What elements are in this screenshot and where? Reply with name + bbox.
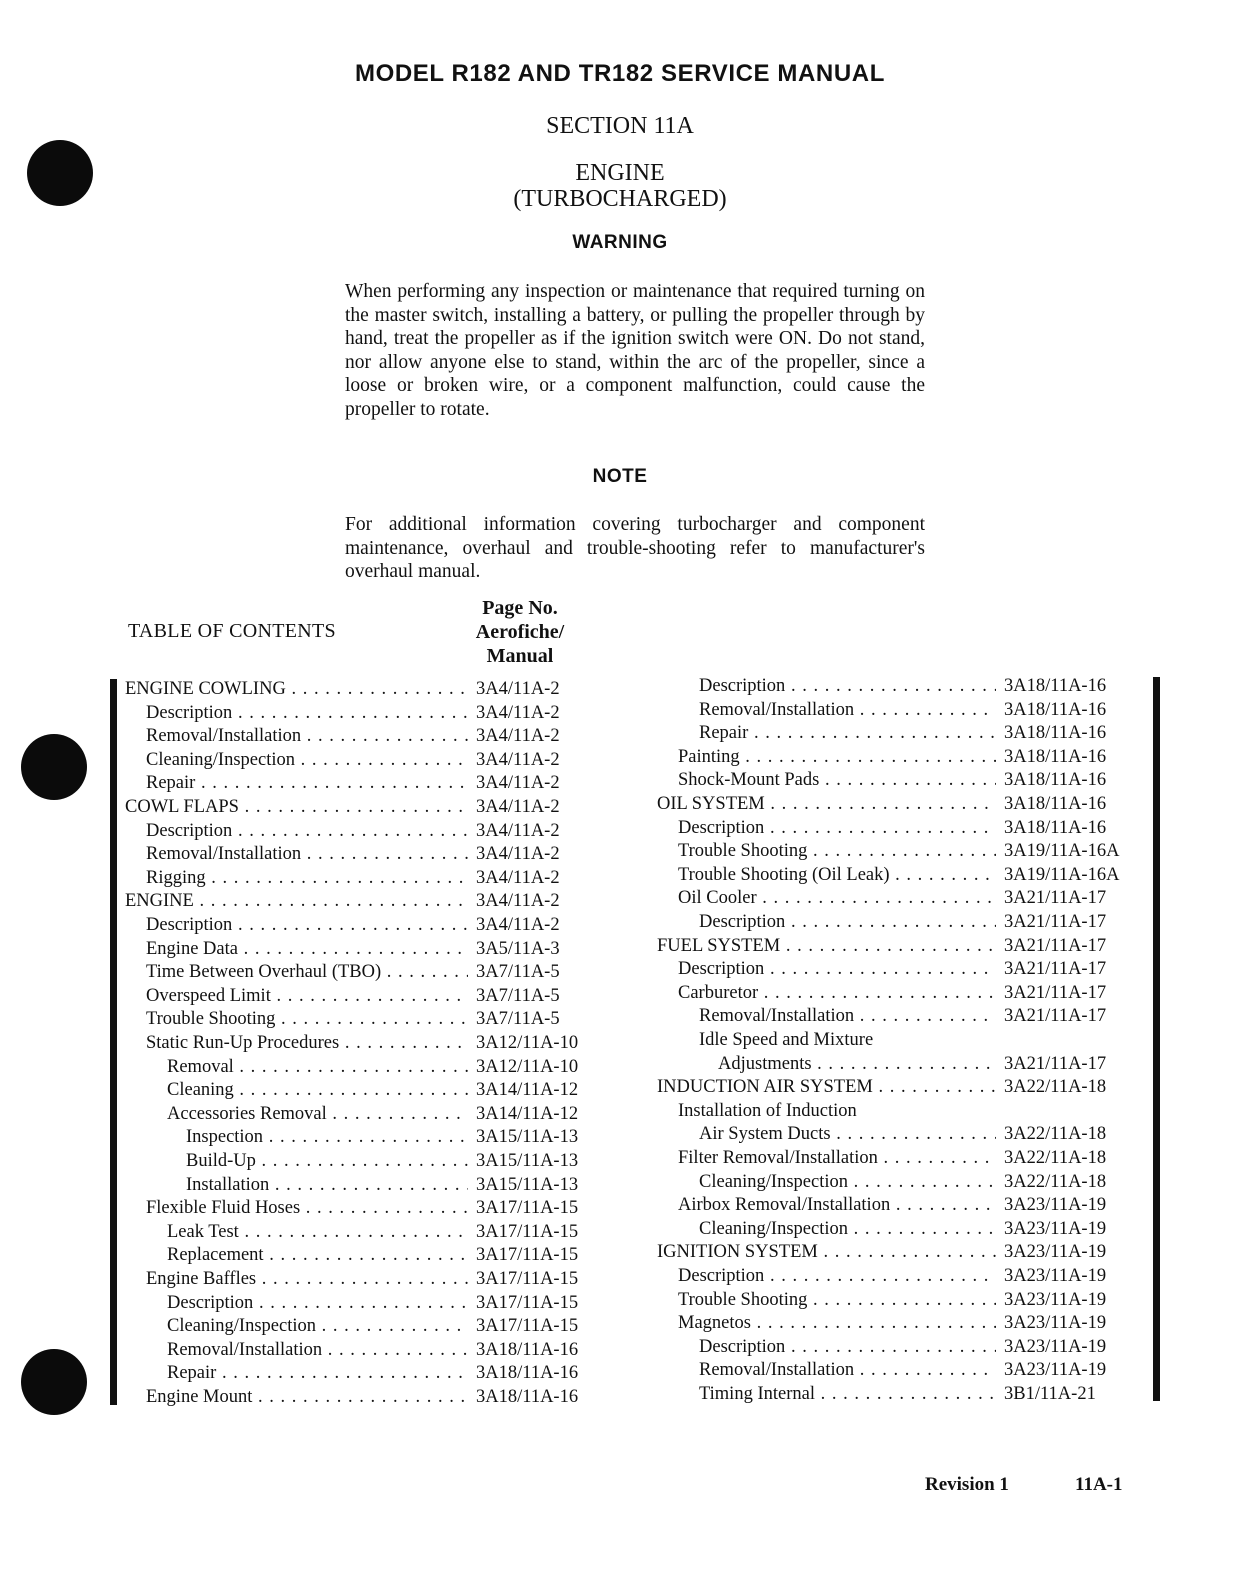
toc-entry-label: Air System Ducts . . . [699, 1122, 996, 1146]
toc-entry-page: 3A22/11A-18 [1004, 1124, 1107, 1145]
toc-entry-label: Removal/Installation . . . [146, 842, 468, 866]
toc-entry-label: Leak Test . . . [167, 1220, 468, 1244]
toc-entry-page: 3A12/11A-10 [476, 1033, 579, 1053]
toc-entry-label: Description . . . [678, 1264, 996, 1288]
toc-entry-page: 3A4/11A-2 [476, 773, 560, 794]
toc-entry [657, 863, 1157, 887]
toc-entry-label: Accessories Removal . . . [167, 1102, 468, 1126]
toc-right-column [657, 674, 1157, 1402]
toc-entry [657, 1122, 1157, 1146]
toc-entry [125, 1007, 625, 1031]
toc-entry [125, 701, 625, 725]
toc-entry [125, 1220, 625, 1244]
toc-entry-page: 3A7/11A-5 [476, 962, 560, 983]
toc-entry-label: Timing Internal . . . [699, 1382, 996, 1406]
chapter-title-line2: (TURBOCHARGED) [513, 186, 727, 212]
toc-entry [657, 910, 1157, 934]
toc-entry [657, 886, 1157, 910]
section-title: SECTION 11A [546, 113, 694, 139]
toc-entry-page: 3A21/11A-17 [1004, 912, 1107, 932]
toc-entry [125, 889, 625, 913]
toc-entry-label: Engine Data . . . [146, 937, 468, 961]
toc-entry [125, 1173, 625, 1197]
toc-entry [125, 984, 625, 1008]
toc-entry-label: Idle Speed and Mixture [699, 1030, 874, 1050]
toc-entry-page: 3A18/11A-16 [1004, 746, 1107, 767]
punch-hole-middle [21, 734, 87, 800]
toc-entry-page: 3A18/11A-16 [476, 1387, 579, 1407]
toc-entry-label: Static Run-Up Procedures . . . [146, 1031, 468, 1055]
toc-entry-label: Repair . . . [699, 721, 996, 745]
toc-entry [657, 674, 1157, 698]
toc-entry [657, 816, 1157, 840]
toc-entry-page: 3A17/11A-15 [476, 1316, 579, 1337]
toc-entry-page: 3A21/11A-17 [1004, 1053, 1107, 1074]
toc-page-column-header [440, 596, 600, 668]
toc-entry [657, 957, 1157, 981]
toc-entry-page: 3A7/11A-5 [476, 985, 560, 1006]
toc-entry [657, 1099, 1157, 1123]
toc-entry [657, 698, 1157, 722]
toc-entry-page: 3A22/11A-18 [1004, 1148, 1107, 1168]
toc-entry [125, 1196, 625, 1220]
toc-entry-label: COWL FLAPS . . . [125, 795, 468, 819]
toc-entry-label: Trouble Shooting . . . [678, 1288, 996, 1312]
toc-entry-page: 3A4/11A-2 [476, 915, 560, 935]
toc-entry-page: 3A18/11A-16 [476, 1339, 579, 1360]
toc-entry [657, 1052, 1157, 1076]
toc-entry-label: Engine Baffles . . . [146, 1267, 468, 1291]
toc-entry-page: 3A17/11A-15 [476, 1269, 579, 1289]
toc-entry-page: 3A14/11A-12 [476, 1080, 579, 1101]
toc-entry-label: Description . . . [678, 816, 996, 840]
toc-entry-page: 3A22/11A-18 [1004, 1077, 1107, 1098]
toc-entry [125, 1078, 625, 1102]
toc-entry-page: 3A4/11A-2 [476, 844, 560, 865]
toc-entry-label: Cleaning . . . [167, 1078, 468, 1102]
toc-entry-label: Filter Removal/Installation . . . [678, 1146, 996, 1170]
toc-page-column-line3: Manual [486, 645, 554, 667]
toc-entry-page: 3A23/11A-19 [1004, 1289, 1107, 1310]
toc-entry [125, 795, 625, 819]
toc-entry-page: 3A23/11A-19 [1004, 1242, 1107, 1263]
toc-entry [125, 1102, 625, 1126]
toc-entry-page: 3A4/11A-2 [476, 702, 560, 723]
toc-entry-page: 3A18/11A-16 [1004, 770, 1107, 791]
toc-entry [657, 745, 1157, 769]
toc-title: TABLE OF CONTENTS [128, 620, 336, 642]
toc-entry [125, 819, 625, 843]
toc-entry [657, 839, 1157, 863]
toc-entry-page: 3A18/11A-16 [1004, 699, 1107, 720]
toc-entry [657, 1193, 1157, 1217]
toc-entry-page: 3A23/11A-19 [1004, 1266, 1107, 1286]
toc-entry [657, 1170, 1157, 1194]
toc-entry-page: 3A19/11A-16A [1004, 864, 1120, 885]
toc-entry-label: IGNITION SYSTEM . . . [657, 1240, 996, 1264]
toc-entry-page: 3A21/11A-17 [1004, 888, 1107, 909]
toc-left-column [125, 677, 625, 1405]
toc-entry-label: Description . . . [699, 1335, 996, 1359]
toc-entry-page: 3A23/11A-19 [1004, 1313, 1107, 1334]
toc-entry-label: Removal/Installation . . . [167, 1338, 468, 1362]
toc-entry-page: 3A17/11A-15 [476, 1198, 579, 1219]
toc-entry-label: Description . . . [699, 910, 996, 934]
toc-entry-label: Shock-Mount Pads . . . [678, 768, 996, 792]
toc-entry-label: Airbox Removal/Installation . . . [678, 1193, 996, 1217]
toc-entry-label: Installation of Induction [678, 1100, 857, 1121]
toc-entry-page: 3A15/11A-13 [476, 1151, 579, 1171]
toc-entry-label: Description . . . [678, 957, 996, 981]
toc-entry-page: 3A17/11A-15 [476, 1245, 579, 1266]
toc-entry-label: Cleaning/Inspection . . . [699, 1170, 996, 1194]
toc-entry-label: Replacement . . . [167, 1243, 468, 1267]
punch-hole-bottom [21, 1349, 87, 1415]
toc-entry [657, 1217, 1157, 1241]
toc-entry-label: Rigging . . . [146, 866, 468, 890]
toc-entry-page: 3A4/11A-2 [476, 797, 560, 817]
toc-entry [657, 1264, 1157, 1288]
toc-entry-page: 3A18/11A-16 [476, 1363, 579, 1384]
toc-entry-label: Build-Up . . . [186, 1149, 468, 1173]
toc-entry-label: OIL SYSTEM . . . [657, 792, 996, 816]
toc-entry [657, 768, 1157, 792]
toc-entry [125, 677, 625, 701]
toc-entry [125, 1361, 625, 1385]
toc-entry-page: 3A17/11A-15 [476, 1221, 579, 1242]
toc-entry [125, 937, 625, 961]
toc-entry-label: Description . . . [167, 1291, 468, 1315]
toc-entry [125, 1149, 625, 1173]
toc-entry-label: ENGINE COWLING . . . [125, 677, 468, 701]
toc-entry [657, 981, 1157, 1005]
chapter-title [0, 160, 1240, 212]
toc-entry-label: FUEL SYSTEM . . . [657, 934, 996, 958]
toc-entry-page: 3A18/11A-16 [1004, 723, 1107, 744]
toc-entry [657, 1311, 1157, 1335]
footer-revision: Revision 1 [925, 1474, 1009, 1495]
toc-entry-page: 3A22/11A-18 [1004, 1171, 1107, 1192]
toc-entry [657, 792, 1157, 816]
toc-entry-page: 3A5/11A-3 [476, 938, 560, 959]
toc-entry [125, 1338, 625, 1362]
toc-entry-label: ENGINE . . . [125, 889, 468, 913]
toc-entry [125, 1267, 625, 1291]
toc-entry-page: 3A4/11A-2 [476, 867, 560, 888]
toc-entry [125, 1385, 625, 1409]
toc-entry-page: 3A17/11A-15 [476, 1292, 579, 1313]
toc-entry [657, 1028, 1157, 1052]
toc-entry-page: 3A21/11A-17 [1004, 1006, 1107, 1027]
toc-entry-label: Overspeed Limit . . . [146, 984, 468, 1008]
warning-text: When performing any inspection or maintenance that required turning on the master switch, installing a battery, or pulling the propeller through by hand, treat the propeller as if the ignition switch were ON. Do not stand, nor allow anyone else to stand, within the arc of the propeller, since a loose or broken wire, or a component malfunction, could cause the propeller to rotate. [345, 281, 925, 420]
toc-entry-page: 3A18/11A-16 [1004, 817, 1107, 838]
toc-entry [125, 866, 625, 890]
note-text: For additional information covering turbocharger and component maintenance, overhaul and trouble-shooting refer to manufacturer's overhaul manual. [345, 514, 925, 582]
toc-entry-page: 3A4/11A-2 [476, 726, 560, 747]
toc-entry-label: Oil Cooler . . . [678, 886, 996, 910]
toc-entry-page: 3A19/11A-16A [1004, 841, 1120, 862]
toc-entry [657, 1075, 1157, 1099]
toc-entry-label: Description . . . [146, 819, 468, 843]
toc-entry-page: 3A21/11A-17 [1004, 959, 1107, 980]
toc-entry-page: 3A21/11A-17 [1004, 982, 1107, 1003]
toc-entry-label: Description . . . [699, 674, 996, 698]
toc-entry [657, 1382, 1157, 1406]
toc-entry-page: 3A4/11A-2 [476, 891, 560, 912]
toc-entry-label: Removal/Installation . . . [699, 1004, 996, 1028]
toc-entry-page: 3A23/11A-19 [1004, 1218, 1107, 1239]
toc-entry-label: Repair . . . [167, 1361, 468, 1385]
chapter-title-line1: ENGINE [575, 160, 665, 186]
footer-page-number: 11A-1 [1075, 1474, 1123, 1495]
toc-entry-label: Removal/Installation . . . [146, 724, 468, 748]
toc-entry [125, 1291, 625, 1315]
toc-entry [125, 913, 625, 937]
toc-entry-page: 3A4/11A-2 [476, 679, 560, 699]
toc-entry-label: Trouble Shooting . . . [678, 839, 996, 863]
toc-entry [657, 1288, 1157, 1312]
toc-entry [125, 1125, 625, 1149]
toc-entry-label: Trouble Shooting . . . [146, 1007, 468, 1031]
toc-entry-page: 3A18/11A-16 [1004, 676, 1107, 696]
change-bar-left [110, 679, 117, 1405]
warning-heading: WARNING [572, 232, 668, 253]
toc-entry [125, 1314, 625, 1338]
toc-entry-page: 3A23/11A-19 [1004, 1360, 1107, 1381]
toc-entry-page: 3A4/11A-2 [476, 820, 560, 841]
toc-entry [125, 1055, 625, 1079]
toc-entry-page: 3A4/11A-2 [476, 749, 560, 770]
toc-entry [125, 1031, 625, 1055]
toc-entry [125, 771, 625, 795]
toc-entry-label: Cleaning/Inspection . . . [146, 748, 468, 772]
toc-entry [125, 748, 625, 772]
toc-entry [125, 842, 625, 866]
toc-entry [657, 1240, 1157, 1264]
toc-entry [657, 934, 1157, 958]
toc-entry [657, 1358, 1157, 1382]
toc-entry-label: Carburetor . . . [678, 981, 996, 1005]
toc-entry [125, 724, 625, 748]
toc-entry-page: 3B1/11A-21 [1004, 1384, 1096, 1404]
note-heading: NOTE [592, 466, 648, 487]
toc-entry [657, 1146, 1157, 1170]
toc-entry [657, 1004, 1157, 1028]
toc-entry-label: Magnetos . . . [678, 1311, 996, 1335]
toc-entry-label: Flexible Fluid Hoses . . . [146, 1196, 468, 1220]
toc-entry [125, 960, 625, 984]
toc-page-column-line2: Aerofiche/ [475, 621, 565, 643]
toc-entry-page: 3A14/11A-12 [476, 1103, 579, 1124]
toc-entry-page: 3A12/11A-10 [476, 1056, 579, 1077]
toc-entry-label: Repair . . . [146, 771, 468, 795]
toc-entry-label: Engine Mount . . . [146, 1385, 468, 1409]
toc-entry-label: INDUCTION AIR SYSTEM . . . [657, 1075, 996, 1099]
toc-entry-label: Adjustments . . . [718, 1052, 996, 1076]
manual-title: MODEL R182 AND TR182 SERVICE MANUAL [355, 60, 885, 87]
toc-entry-page: 3A23/11A-19 [1004, 1336, 1107, 1357]
toc-entry-label: Removal/Installation . . . [699, 698, 996, 722]
toc-entry-page: 3A15/11A-13 [476, 1127, 579, 1148]
toc-entry-label: Painting . . . [678, 745, 996, 769]
toc-entry-page: 3A21/11A-17 [1004, 935, 1107, 956]
toc-entry-label: Trouble Shooting (Oil Leak) . . . [678, 863, 996, 887]
toc-entry-page: 3A23/11A-19 [1004, 1195, 1107, 1216]
toc-entry [657, 1335, 1157, 1359]
toc-entry-label: Time Between Overhaul (TBO) . . . [146, 960, 468, 984]
toc-entry-label: Cleaning/Inspection . . . [699, 1217, 996, 1241]
toc-entry-page: 3A7/11A-5 [476, 1009, 560, 1030]
toc-entry-label: Installation . . . [186, 1173, 468, 1197]
toc-entry-label: Description . . . [146, 913, 468, 937]
toc-entry-page: 3A18/11A-16 [1004, 794, 1107, 814]
toc-entry-page: 3A15/11A-13 [476, 1174, 579, 1195]
toc-entry [125, 1243, 625, 1267]
toc-entry-label: Inspection . . . [186, 1125, 468, 1149]
toc-entry-label: Removal . . . [167, 1055, 468, 1079]
toc-entry [657, 721, 1157, 745]
toc-entry-label: Cleaning/Inspection . . . [167, 1314, 468, 1338]
toc-entry-label: Removal/Installation . . . [699, 1358, 996, 1382]
toc-page-column-line1: Page No. [482, 597, 558, 619]
toc-entry-label: Description . . . [146, 701, 468, 725]
